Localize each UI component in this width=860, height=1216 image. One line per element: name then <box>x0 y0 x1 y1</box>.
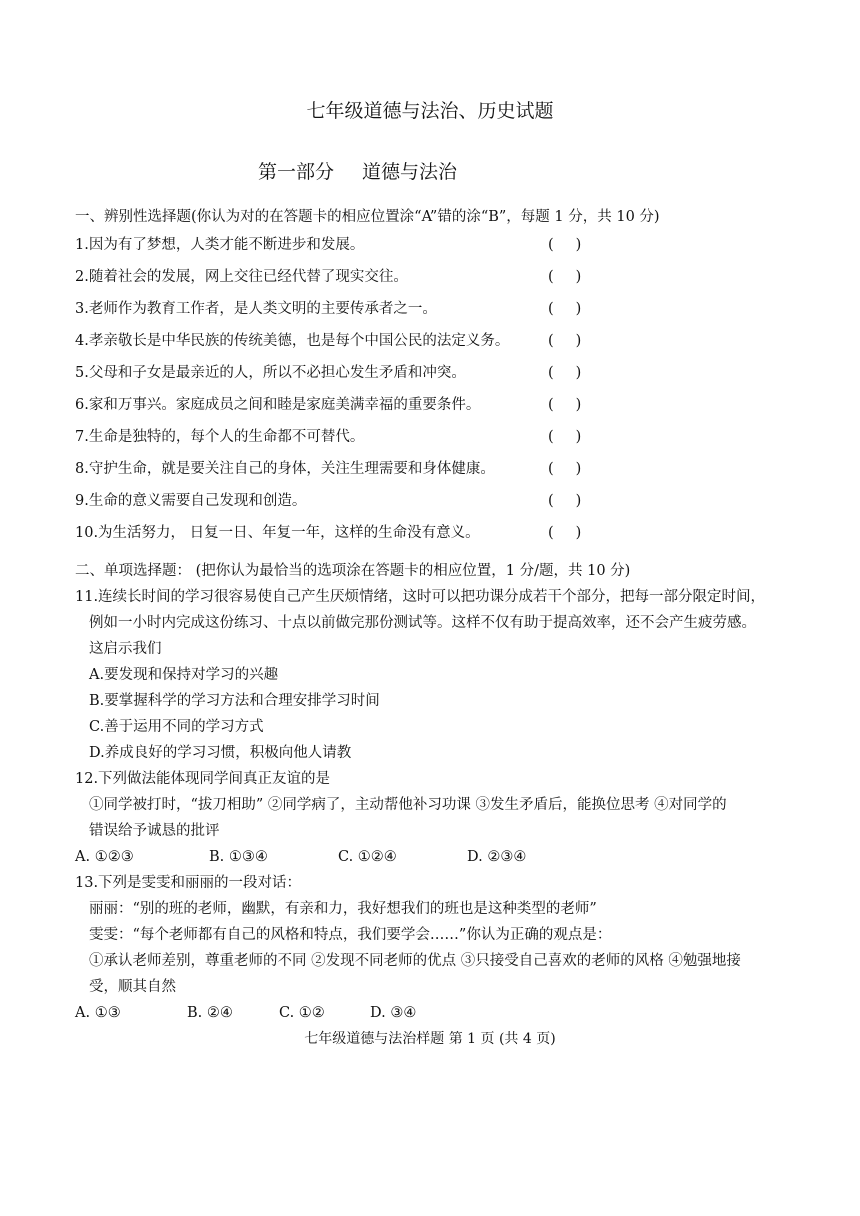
paren-right: ) <box>575 397 582 413</box>
q13-option-d: D. ③④ <box>370 1005 417 1021</box>
paren-left: ( <box>548 397 554 413</box>
paren-right: ) <box>575 301 582 317</box>
answer-parentheses <box>548 395 581 415</box>
section2-heading: 二、单项选择题： (把你认为最恰当的选项涂在答题卡的相应位置，1 分/题，共 10 分) <box>75 563 631 579</box>
paren-left: ( <box>548 301 554 317</box>
answer-parentheses <box>548 235 581 255</box>
judgment-item: 10.为生活努力， 日复一日、年复一年，这样的生命没有意义。 <box>75 525 480 541</box>
paren-left: ( <box>548 269 554 285</box>
q12-stem: 12.下列做法能体现同学间真正友谊的是 <box>75 771 331 787</box>
q11-option-a: A.要发现和保持对学习的兴趣 <box>89 667 279 683</box>
q12-option-c: C. ①②④ <box>338 849 397 865</box>
paren-right: ) <box>575 365 582 381</box>
answer-parentheses <box>548 267 581 287</box>
q12-line: 错误给予诚恳的批评 <box>89 823 220 839</box>
paren-right: ) <box>575 461 582 477</box>
paren-right: ) <box>575 525 582 541</box>
q13-line: 雯雯：“每个老师都有自己的风格和特点，我们要学会……”你认为正确的观点是： <box>89 927 612 943</box>
judgment-item: 3.老师作为教育工作者，是人类文明的主要传承者之一。 <box>75 301 437 317</box>
q12-option-a: A. ①②③ <box>75 849 134 865</box>
judgment-item: 6.家和万事兴。家庭成员之间和睦是家庭美满幸福的重要条件。 <box>75 397 481 413</box>
paren-left: ( <box>548 493 554 509</box>
answer-parentheses <box>548 491 581 511</box>
q13-option-c: C. ①② <box>279 1005 325 1021</box>
part-heading <box>258 162 457 182</box>
judgment-item: 8.守护生命，就是要关注自己的身体，关注生理需要和身体健康。 <box>75 461 495 477</box>
q11-line: 这启示我们 <box>89 641 162 657</box>
judgment-item: 7.生命是独特的，每个人的生命都不可替代。 <box>75 429 365 445</box>
paren-right: ) <box>575 333 582 349</box>
paren-left: ( <box>548 237 554 253</box>
answer-parentheses <box>548 459 581 479</box>
q11-option-b: B.要掌握科学的学习方法和合理安排学习时间 <box>89 693 380 709</box>
paren-left: ( <box>548 333 554 349</box>
judgment-item: 9.生命的意义需要自己发现和创造。 <box>75 493 307 509</box>
q13-line: 受，顺其自然 <box>89 979 176 995</box>
page-title: 七年级道德与法治、历史试题 <box>306 100 554 122</box>
section1-heading: 一、辨别性选择题(你认为对的在答题卡的相应位置涂“A”错的涂“B”，每题 1 分，共 10 分) <box>75 209 660 225</box>
paren-right: ) <box>575 237 582 253</box>
part-name: 道德与法治 <box>362 161 458 183</box>
answer-parentheses <box>548 427 581 447</box>
q11-line: 例如一小时内完成这份练习、十点以前做完那份测试等。这样不仅有助于提高效率，还不会产生疲劳感。 <box>89 615 756 631</box>
part-label: 第一部分 <box>258 161 335 183</box>
answer-parentheses <box>548 363 581 383</box>
q12-options <box>75 847 526 867</box>
paren-left: ( <box>548 365 554 381</box>
q13-line: ①承认老师差别，尊重老师的不同 ②发现不同老师的优点 ③只接受自己喜欢的老师的风格 ④勉强地接 <box>89 953 741 969</box>
answer-parentheses <box>548 523 581 543</box>
paren-right: ) <box>575 429 582 445</box>
paren-right: ) <box>575 493 582 509</box>
answer-parentheses <box>548 299 581 319</box>
q11-option-c: C.善于运用不同的学习方式 <box>89 719 264 735</box>
q12-option-b: B. ①③④ <box>209 849 268 865</box>
q13-option-a: A. ①③ <box>75 1005 121 1021</box>
q11-option-d: D.养成良好的学习习惯，积极向他人请教 <box>89 745 352 761</box>
q13-options <box>75 1003 416 1023</box>
judgment-item: 1.因为有了梦想，人类才能不断进步和发展。 <box>75 237 365 253</box>
paren-left: ( <box>548 461 554 477</box>
paren-right: ) <box>575 269 582 285</box>
q12-line: ①同学被打时，“拔刀相助” ②同学病了，主动帮他补习功课 ③发生矛盾后，能换位思考 ④对同学的 <box>89 797 727 813</box>
judgment-item: 2.随着社会的发展，网上交往已经代替了现实交往。 <box>75 269 408 285</box>
paren-left: ( <box>548 429 554 445</box>
page-footer: 七年级道德与法治样题 第 1 页 (共 4 页) <box>304 1031 556 1047</box>
judgment-item: 5.父母和子女是最亲近的人，所以不必担心发生矛盾和冲突。 <box>75 365 466 381</box>
q12-option-d: D. ②③④ <box>467 849 527 865</box>
q13-stem: 13.下列是雯雯和丽丽的一段对话： <box>75 875 302 891</box>
judgment-item: 4.孝亲敬长是中华民族的传统美德，也是每个中国公民的法定义务。 <box>75 333 510 349</box>
paren-left: ( <box>548 525 554 541</box>
q13-option-b: B. ②④ <box>187 1005 233 1021</box>
answer-parentheses <box>548 331 581 351</box>
q13-line: 丽丽：“别的班的老师，幽默，有亲和力，我好想我们的班也是这种类型的老师” <box>89 901 597 917</box>
q11-line: 11.连续长时间的学习很容易使自己产生厌烦情绪，这时可以把功课分成若干个部分，把每一部分限定时间， <box>75 589 766 605</box>
